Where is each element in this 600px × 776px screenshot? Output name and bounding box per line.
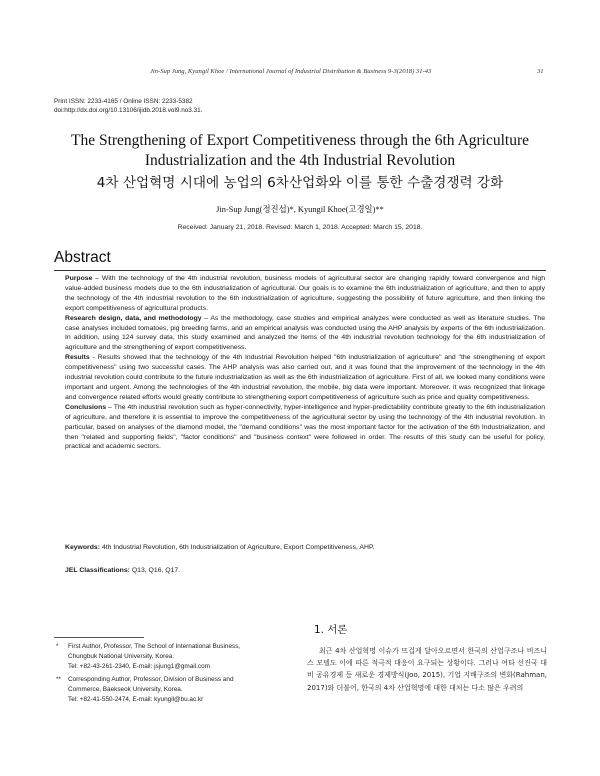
paper-title (40, 131, 560, 171)
conclusions-text: – The 4th industrial revolution such as hyper-connectivity, hyper-intelligence and hyper-predictability contribute greatly to the 6th industrialization of agriculture, and therefore it is essential to improve the competitiveness of the agricultural sector by using the technology of the 4th industrial revolution. In particular, based on analyses of the diamond model, the "demand conditions" was the most important factor for the activation of the 6th Industrialization, and then "related and supporting fields", "factor conditions" and "business context" were followed in order. The results of this study can be useful for policy, practical and academic sectors. (65, 403, 545, 451)
footnotes (56, 642, 286, 707)
issn-line: Print ISSN: 2233-4165 / Online ISSN: 2233-5382 (54, 98, 193, 105)
purpose-text: – With the technology of the 4th industrial revolution, business models of agricultural sector are changing rapidly toward convergence and high value-added business models due to the 6th industrialization of agricultural. Our goals is to examine the 6th industrialization of agriculture, and then to apply the technology of the 4th industrial revolution to the 6th industrialization of agriculture, suggesting the possibility of future agriculture, and then linking the export competitiveness of agricultural products. (65, 275, 545, 312)
keywords-text: 4th Industrial Revolution, 6th Industrialization of Agriculture, Export Competitiveness, AHP. (100, 544, 375, 551)
section-body: 최근 4차 산업혁명 이슈가 뜨겁게 달아오르면서 한국의 산업구조나 비즈니스 모델도 이에 따른 적극적 대응이 요구되는 상황이다. 그러나 여타 선진국 대비 공유경제 등 새로운 경제방식(Joo, 2015), 기업 지배구조의 변화(Rahman, 2017)와 더불어, 한국의 4차 산업혁명에 대한 대처는 다소 많은 우려의 (307, 647, 547, 692)
footnote-line: Commerce, Baekseok University, Korea. (68, 685, 183, 693)
abstract-conclusions (65, 403, 545, 453)
jel-classifications (65, 567, 545, 574)
results-label: Results (65, 354, 90, 362)
keywords (65, 544, 545, 551)
jel-label: JEL Classifications: (65, 567, 130, 574)
footnote-line: Corresponding Author, Professor, Division of Business and (68, 675, 234, 683)
method-label: Research design, data, and methodology (65, 314, 202, 322)
abstract-results (65, 353, 545, 403)
footnote-mark: ** (56, 675, 61, 683)
title-line-1: The Strengthening of Export Competitiveness through the 6th Agriculture (70, 132, 530, 149)
title-line-2: Industrialization and the 4th Industrial Revolution (144, 152, 456, 169)
footnote-corresponding-author (56, 675, 286, 706)
results-text: - Results showed that the technology of the 4th Industrial Revolution helped "6th industrialization of agriculture" and "the strengthening of export competitiveness" using two successful cases. The AHP analysis was also carried out, and it was found that the improvement of the technology in the 4th industrial revolution could contribute to the future industrialization as well as the 6th industrialization of agriculture. First of all, we looked many conditions were important and urgent. Among the technologies of the 4th industrial revolution, the mobile, big data were important. Moreover, it was recognized that linkage and convergence related efforts would greatly contribute to strengthening export competitiveness of agriculture such as price and quality competitiveness. (65, 354, 545, 401)
footnote-line: Tel: +82-41-550-2474, E-mail: kyungil@bu.ac.kr (68, 696, 204, 704)
conclusions-label: Conclusions (65, 403, 107, 411)
footnote-line: Chungbuk National University, Korea. (68, 653, 175, 661)
page-number: 31 (537, 68, 544, 75)
running-head-citation: Jin-Sup Jung, Kyungil Khoe / International Journal of Industrial Distribution & Business 9-3(2018) 31-43 (150, 68, 432, 75)
submission-dates: Received: January 21, 2018. Revised: March 1, 2018. Accepted: March 15, 2018. (177, 224, 423, 231)
abstract-body (65, 274, 545, 452)
footnote-line: First Author, Professor, The School of International Business, (68, 643, 241, 650)
paper-title-korean: 4차 산업혁명 시대에 농업의 6차산업화와 이를 통한 수출경쟁력 강화 (96, 175, 504, 191)
keywords-label: Keywords: (65, 544, 100, 551)
footnote-mark: * (56, 643, 59, 650)
abstract-method (65, 314, 545, 354)
abstract-divider (54, 270, 546, 271)
footnote-first-author (56, 642, 286, 673)
footnote-line: Tel: +82-43-261-2340, E-mail: jsjung1@gmail.com (68, 663, 211, 671)
issn-block (54, 97, 203, 115)
purpose-label: Purpose (65, 275, 93, 282)
jel-text: Q13, Q16, Q17. (129, 567, 181, 574)
authors: Jin-Sup Jung(정진섭)*, Kyungil Khoe(고경일)** (216, 205, 384, 214)
doi-line: doi:http://dx.doi.org/10.13106/ijidb.2018.vol9.no3.31. (54, 107, 203, 114)
abstract-heading: Abstract (54, 249, 111, 266)
abstract-purpose (65, 274, 545, 314)
section-heading: 1. 서론 (314, 624, 348, 636)
footnote-divider (54, 637, 144, 638)
method-text: – As the methodology, case studies and empirical analyzes were conducted as well as literature studies. The case analyses included tomatoes, pig breeding farms, and an empirical analysis was conducted using the AHP analysis by experts of the 6th industrialization. In addition, using 124 survey data, this study examined and analyzed the items of the 4th industrial revolution technology for the 6th industrialization of agriculture and the strengthening of export competitiveness. (65, 314, 546, 352)
